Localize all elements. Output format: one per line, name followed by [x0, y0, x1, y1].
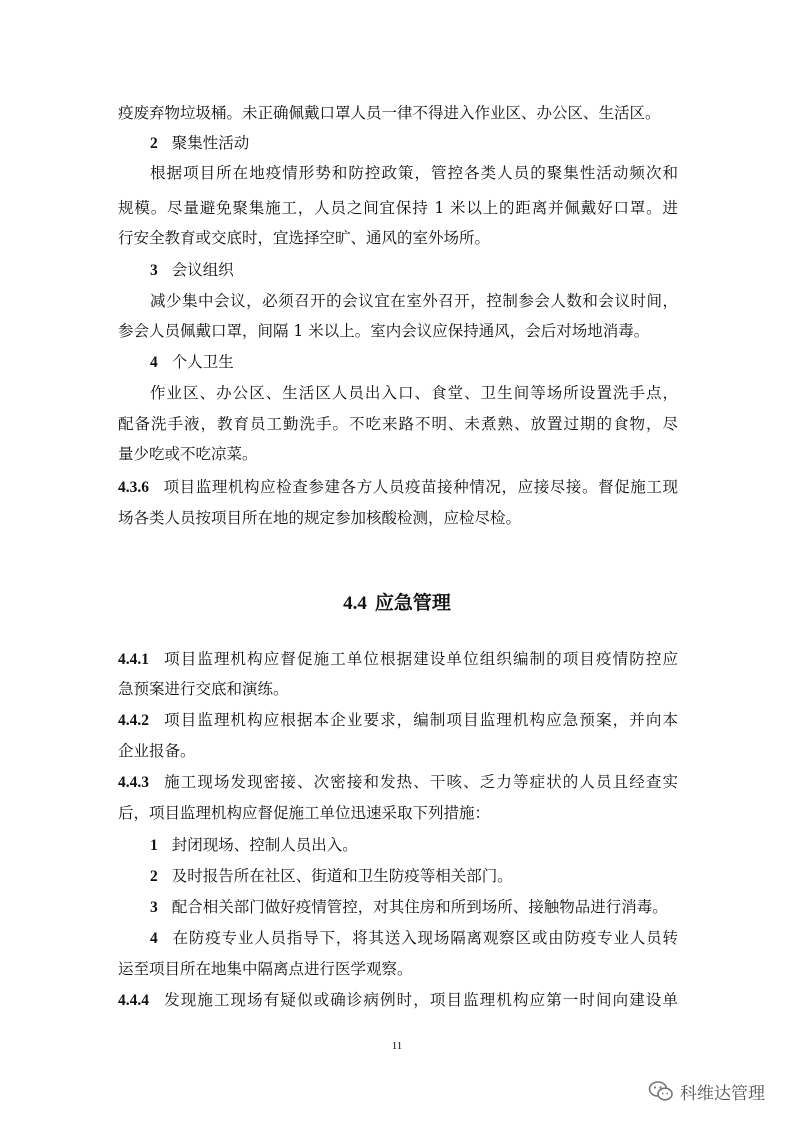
body-line: 行安全教育或交底时，宜选择空旷、通风的室外场所。 [118, 229, 491, 247]
watermark-text: 科维达管理 [680, 1083, 765, 1104]
body-line: 疫废弃物垃圾桶。未正确佩戴口罩人员一律不得进入作业区、办公区、生活区。 [118, 104, 661, 122]
clause-4-4-2: 4.4.2 项目监理机构应根据本企业要求，编制项目监理机构应急预案，并向本 [118, 711, 678, 729]
body-line: 减少集中会议，必须召开的会议宜在室外召开，控制参会人数和会议时间， [150, 292, 678, 310]
body-line: 参会人员佩戴口罩，间隔 1 米以上。室内会议应保持通风，会后对场地消毒。 [118, 322, 650, 340]
body-line: 急预案进行交底和演练。 [118, 680, 289, 698]
list-item: 1 封闭现场、控制人员出入。 [150, 836, 358, 854]
subheading-hygiene: 4 个人卫生 [150, 353, 234, 371]
body-line: 量少吃或不吃凉菜。 [118, 445, 258, 463]
list-item: 2 及时报告所在社区、街道和卫生防疫等相关部门。 [150, 867, 513, 885]
watermark [648, 1076, 765, 1106]
list-item: 4 在防疫专业人员指导下，将其送入现场隔离观察区或由防疫专业人员转 [150, 929, 678, 947]
subheading-meeting: 3 会议组织 [150, 261, 234, 279]
page-number: 11 [391, 1040, 403, 1052]
body-line: 运至项目所在地集中隔离点进行医学观察。 [118, 960, 413, 978]
body-line: 作业区、办公区、生活区人员出入口、食堂、卫生间等场所设置洗手点， [150, 384, 678, 402]
clause-4-3-6: 4.3.6 项目监理机构应检查参建各方人员疫苗接种情况，应接尽接。督促施工现 [118, 478, 678, 496]
subheading-aggregation: 2 聚集性活动 [150, 134, 250, 152]
body-line: 场各类人员按项目所在地的规定参加核酸检测，应检尽检。 [118, 509, 522, 527]
body-line: 规模。尽量避免聚集施工，人员之间宜保持 1 米以上的距离并佩戴好口罩。进 [118, 199, 678, 217]
wechat-icon [648, 1080, 674, 1102]
section-title: 4.4 应急管理 [343, 592, 451, 614]
body-line: 根据项目所在地疫情形势和防控政策，管控各类人员的聚集性活动频次和 [150, 164, 678, 182]
list-item: 3 配合相关部门做好疫情管控，对其住房和所到场所、接触物品进行消毒。 [150, 898, 668, 916]
clause-4-4-4: 4.4.4 发现施工现场有疑似或确诊病例时，项目监理机构应第一时间向建设单 [118, 991, 678, 1009]
body-line: 企业报备。 [118, 742, 196, 760]
body-line: 后，项目监理机构应督促施工单位迅速采取下列措施： [118, 804, 491, 822]
clause-4-4-3: 4.4.3 施工现场发现密接、次密接和发热、干咳、乏力等症状的人员且经查实 [118, 773, 678, 791]
body-line: 配备洗手液，教育员工勤洗手。不吃来路不明、未煮熟、放置过期的食物，尽 [118, 415, 678, 433]
clause-4-4-1: 4.4.1 项目监理机构应督促施工单位根据建设单位组织编制的项目疫情防控应 [118, 650, 678, 668]
